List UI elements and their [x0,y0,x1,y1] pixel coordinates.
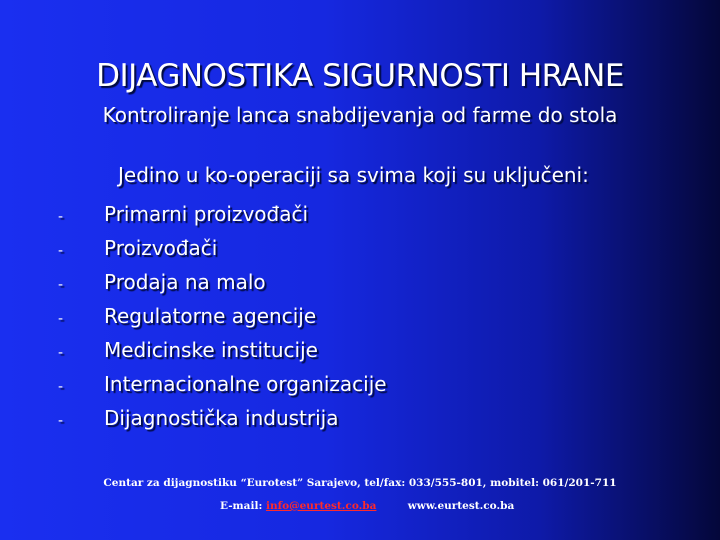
dash-icon: - [58,311,64,327]
slide-subtitle: Kontroliranje lanca snabdijevanja od farme do stola [102,103,618,127]
dash-icon: - [58,345,64,361]
footer-links [220,500,514,512]
intro-text: Jedino u ko-operaciji sa svima koji su uključeni: [118,163,589,187]
slide-title: DIJAGNOSTIKA SIGURNOSTI HRANE [96,58,624,94]
dash-icon: - [58,413,64,429]
footer-contact: Centar za dijagnostiku “Eurotest” Sarajevo, tel/fax: 033/555-801, mobitel: 061/201-711 [103,477,617,489]
dash-icon: - [58,209,64,225]
list-item-label: Internacionalne organizacije [104,372,387,396]
email-link[interactable]: info@eurtest.co.ba [265,500,377,512]
list-item-label: Regulatorne agencije [104,304,317,328]
website-text: www.eurtest.co.ba [407,500,515,512]
dash-icon: - [58,277,64,293]
list-item-label: Proizvođači [104,236,218,260]
list-item-label: Prodaja na malo [104,270,266,294]
list-item-label: Medicinske institucije [104,338,318,362]
email-label: E-mail: [220,500,263,512]
list-item-label: Primarni proizvođači [104,202,309,226]
dash-icon: - [58,379,64,395]
dash-icon: - [58,243,64,259]
list-item-label: Dijagnostička industrija [104,406,339,430]
